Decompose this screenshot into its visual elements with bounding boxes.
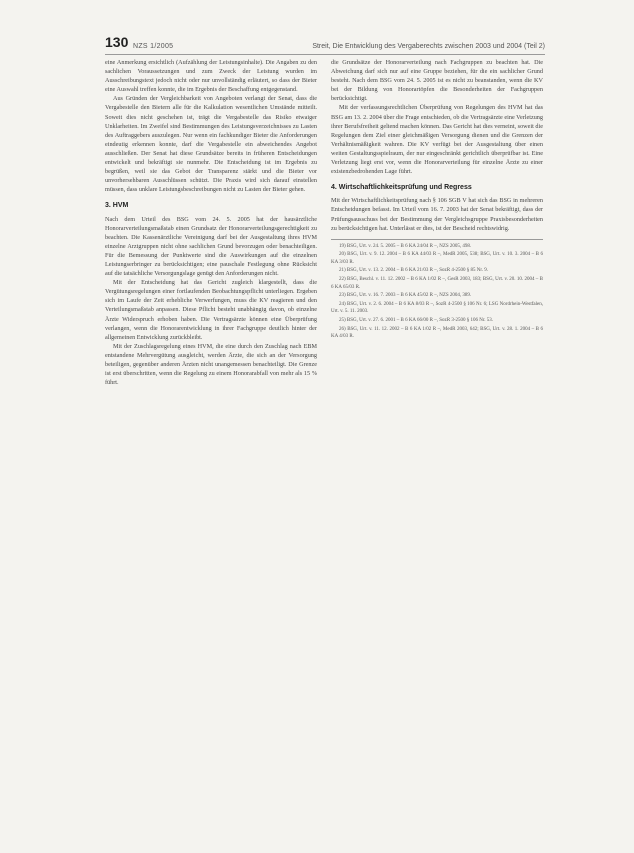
footnote: 23) BSG, Urt. v. 16. 7. 2003 – B 6 KA 45/02 R –, NZS 2004, 389. xyxy=(339,293,472,299)
running-title: Streit, Die Entwicklung des Vergaberechts zwischen 2003 und 2004 (Teil 2) xyxy=(312,43,545,50)
paragraph: Mit der Entscheidung hat das Gericht zugleich klargestellt, dass die Vergütungsregelungen einer fortlaufenden Beobachtungspflicht unterliegen. Ergeben sich im Laufe der Zeit erhebliche Verwerfungen, muss die KV reagieren und den Verteilungsmaßstab anpassen. Diese Pflicht besteht unabhängig davon, ob einzelne Ärzte Widerspruch erhoben haben. Die Vertragsärzte können eine Überprüfung verlangen, wenn die Honorarentwicklung in ihrer Fachgruppe deutlich hinter der allgemeinen Entwicklung zurückbleibt. xyxy=(105,279,317,341)
page-number: 130 xyxy=(105,34,129,50)
section-heading: 3. HVM xyxy=(105,202,129,210)
footnote: 26) BSG, Urt. v. 11. 12. 2002 – B 6 KA 1/02 R –, MedR 2003, 642; BSG, Urt. v. 28. 1. 2004 – B 6 KA 4/03 R. xyxy=(331,326,543,340)
paragraph: Mit der Zuschlagsregelung eines HVM, die eine durch den Zuschlag nach EBM entstandene Mehrvergütung ausgleicht, werden Ärzte, die sich an der Versorgung beteiligen, gegenüber anderen Ärzten nicht unangemessen benachteiligt. Die Grenze ist erst überschritten, wenn die Regelung zu einem Honorarabfall von mehr als 15 % führt. xyxy=(105,342,317,387)
paragraph: Aus Gründen der Vergleichbarkeit von Angeboten verlangt der Senat, dass die Vergabestelle den Bietern alle für die Kalkulation wesentlichen Umstände mitteilt. Soweit dies nicht geschehen ist, trägt die Vergabestelle das Risiko etwaiger Unklarheiten. Im Zweifel sind Bestimmungen des Leistungsverzeichnisses zu Lasten des Auftraggebers auszulegen. Nur wenn ein fachkundiger Bieter die Anforderungen eindeutig erkennen konnte, darf die Vergabestelle ein abweichendes Angebot ausschließen. Der Senat hat diese Grundsätze bereits in früheren Entscheidungen entwickelt und bekräftigt sie nunmehr. Die Entscheidung ist im Ergebnis zu begrüßen, weil sie das Gebot der Transparenz stärkt und die Bieter vor unvorhersehbaren Ausschlüssen schützt. Die Praxis wird sich darauf einstellen müssen, dass unklare Leistungsbeschreibungen nicht zu Lasten der Bieter gehen. xyxy=(105,95,317,194)
paragraph: Mit der verfassungsrechtlichen Überprüfung von Regelungen des HVM hat das BSG am 13. 2. 2004 über die Frage entschieden, ob die Vertragsärzte eine Verletzung ihrer Berufsfreiheit geltend machen können. Das Gericht hat dies verneint, soweit die Regelungen dem Ziel einer gleichmäßigen Versorgung dienen und die Grenzen der Verhältnismäßigkeit wahren. Die KV verfügt bei der Ausgestaltung über einen weiten Gestaltungsspielraum, der nur eingeschränkt gerichtlich überprüfbar ist. Eine Verletzung liegt erst vor, wenn die Honorarverteilung für einzelne Ärzte zu einer existenzbedrohenden Lage führt. xyxy=(331,104,543,176)
page-header xyxy=(105,34,545,55)
footnote: 25) BSG, Urt. v. 27. 6. 2001 – B 6 KA 66/00 R –, SozR 3-2500 § 106 Nr. 53. xyxy=(339,318,493,324)
journal-citation: NZS 1/2005 xyxy=(133,43,174,50)
left-column xyxy=(105,58,317,387)
footnote: 21) BSG, Urt. v. 13. 2. 2004 – B 6 KA 21/03 R –, SozR 4-2500 § 85 Nr. 9. xyxy=(339,268,488,274)
footnote: 20) BSG, Urt. v. 9. 12. 2004 – B 6 KA 44/03 R –, MedR 2005, 538; BSG, Urt. v. 10. 3. 2004 – B 6 KA 3/03 R. xyxy=(331,252,543,265)
paragraph: eine Anmerkung ersichtlich (Aufzählung der Leistungsinhalte). Die Angaben zu den sachlichen Voraussetzungen und zum Zweck der Leistung wurden im Ausschreibungstext jedoch nicht oder nur unvollständig erläutert, so dass der Bieter eine Auswahl treffen konnte, die im Ergebnis der Beschaffung entgegenstand. xyxy=(105,59,317,94)
footnote: 19) BSG, Urt. v. 24. 5. 2005 – B 6 KA 24/04 R –, NZS 2005, 498. xyxy=(339,243,472,249)
paragraph: Mit der Wirtschaftlichkeitsprüfung nach § 106 SGB V hat sich das BSG in mehreren Entscheidungen befasst. Im Urteil vom 16. 7. 2003 hat der Senat bekräftigt, dass der Prüfungsausschuss bei der Bestimmung der Vergleichsgruppe Praxisbesonderheiten zu berücksichtigen hat. Unterlässt er dies, ist der Bescheid rechtswidrig. xyxy=(331,197,543,232)
paragraph: die Grundsätze der Honorarverteilung nach Fachgruppen zu beachten hat. Die Abweichung darf sich nur auf eine Gruppe beziehen, für die ein sachlicher Grund besteht. Nach dem BSG vom 24. 5. 2005 ist es nicht zu beanstanden, wenn die KV bei der Bildung von Honorartöpfen die Besonderheiten der Fachgruppen berücksichtigt. xyxy=(331,59,543,103)
footnote: 22) BSG, Beschl. v. 11. 12. 2002 – B 6 KA 1/02 R –, GesR 2003, 183; BSG, Urt. v. 20. 10. 2004 – B 6 KA 65/03 R. xyxy=(331,277,543,290)
footnotes xyxy=(331,239,543,341)
section-heading: 4. Wirtschaftlichkeitsprüfung und Regress xyxy=(331,184,472,192)
footnote: 24) BSG, Urt. v. 2. 6. 2004 – B 6 KA 8/03 R –, SozR 4-2500 § 106 Nr. 6; LSG Nordrhein-Westfalen, Urt. v. 5. 11. 2003. xyxy=(331,301,543,315)
paragraph: Nach dem Urteil des BSG vom 24. 5. 2005 hat der hausärztliche Honorarverteilungsmaßstab einen Grundsatz der Honorarverteilungsgerechtigkeit zu beachten. Die Kassenärztliche Vereinigung darf bei der Ausgestaltung ihres HVM einzelne Arztgruppen nicht ohne sachlichen Grund bevorzugen oder benachteiligen. Für die Bemessung der Punktwerte sind die Auswirkungen auf die einzelnen Leistungserbringer zu berücksichtigen; eine pauschale Festlegung ohne Rücksicht auf die tatsächliche Versorgungslage genügt den Anforderungen nicht. xyxy=(105,215,317,278)
right-column xyxy=(331,58,543,342)
